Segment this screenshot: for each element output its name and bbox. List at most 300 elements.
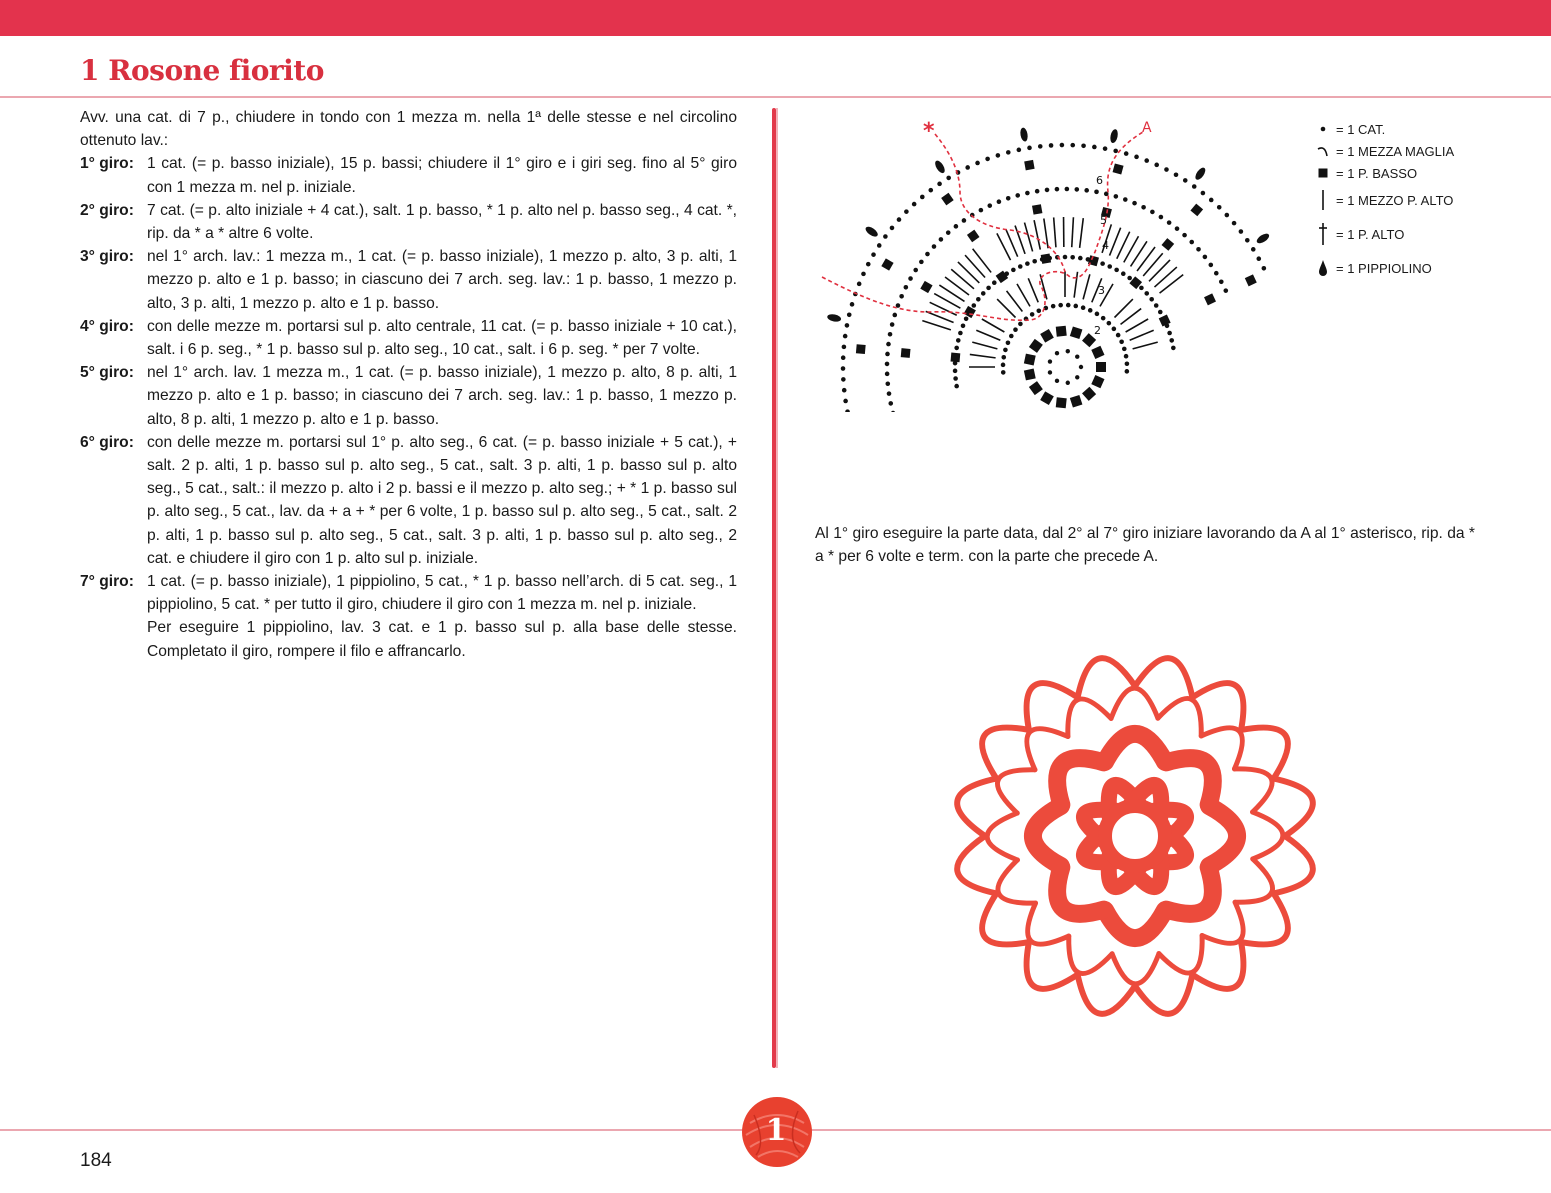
chart-chain-dot xyxy=(1036,309,1041,314)
chart-stitch-stick xyxy=(1154,267,1176,287)
chart-chain-dot xyxy=(1141,205,1146,210)
legend-label: = 1 P. ALTO xyxy=(1336,226,1405,242)
chart-chain-dot xyxy=(1114,268,1119,273)
chart-chain-dot xyxy=(1122,347,1127,352)
chart-stitch-stick xyxy=(1110,228,1121,256)
chart-chain-dot xyxy=(1094,190,1099,195)
chart-chain-dot xyxy=(841,377,846,382)
chart-chain-dot xyxy=(958,331,963,336)
legend-row xyxy=(1310,118,1454,140)
chart-chain-dot xyxy=(1182,233,1187,238)
chart-stitch-stick xyxy=(1028,278,1038,302)
chart-chain-dot xyxy=(886,342,891,347)
chart-chain-dot xyxy=(919,260,924,265)
chart-chain-dot xyxy=(976,297,981,302)
chart-chain-dot xyxy=(1256,256,1261,261)
chart-chain-dot xyxy=(1225,213,1230,218)
chart-stitch-stick xyxy=(982,319,1005,332)
instructions-column xyxy=(80,106,737,663)
round-text xyxy=(147,245,737,315)
chart-chain-dot xyxy=(1127,276,1132,281)
round-label: 2° giro: xyxy=(80,201,134,219)
chart-sc-square xyxy=(1091,346,1104,359)
chart-chain-dot xyxy=(1116,333,1121,338)
chart-chain-dot xyxy=(953,369,958,374)
intro-text: Avv. una cat. di 7 p., chiudere in tondo con 1 mezza m. nella 1ª delle stesse e nel circolino ottenuto lav.: xyxy=(80,109,737,150)
chart-chain-dot xyxy=(1103,146,1108,151)
chart-chain-dot xyxy=(965,165,970,170)
page-number: 184 xyxy=(80,1150,112,1171)
chart-sc-square xyxy=(1024,160,1034,170)
chart-stitch-stick xyxy=(926,311,954,322)
chart-chain-dot xyxy=(928,188,933,193)
chart-stitch-stick xyxy=(976,330,1000,340)
chart-chain-dot xyxy=(1066,349,1070,353)
round-text xyxy=(147,152,737,198)
chart-chain-dot xyxy=(1078,256,1083,261)
chart-chain-dot xyxy=(961,323,966,328)
chart-chain-dot xyxy=(1232,221,1237,226)
chart-chain-dot xyxy=(1006,150,1011,155)
rosette-outer-petal xyxy=(1209,806,1237,866)
bar-icon xyxy=(1310,184,1336,216)
round-paragraph: nel 1° arch. lav.: 1 mezza m., 1 cat. (= p. basso iniziale), 1 mezzo p. alto, 3 p. alti, 1 mezzo p. alto e 1 p. basso; in ciascuno dei 7 arch. seg. lav.: 1 p. basso, 1 mezzo p. alto, 3 p. alti, 1 mezzo p. alto e 1 p. basso. xyxy=(147,248,737,312)
chart-chain-dot xyxy=(1119,339,1124,344)
chart-chain-dot xyxy=(1223,288,1228,293)
round-text xyxy=(147,361,737,431)
chart-chain-dot xyxy=(1017,148,1022,153)
chart-chain-dot xyxy=(1112,327,1117,332)
chart-chain-dot xyxy=(1058,303,1063,308)
round-number-6: 6 xyxy=(1096,174,1103,187)
chart-chain-dot xyxy=(871,252,876,257)
chart-chain-dot xyxy=(1150,210,1155,215)
chart-chain-dot xyxy=(913,268,918,273)
chart-chain-dot xyxy=(946,176,951,181)
rosette-middle-loop xyxy=(1235,859,1272,902)
chart-chain-dot xyxy=(1013,327,1018,332)
legend-row xyxy=(1310,162,1454,184)
legend-label: = 1 PIPPIOLINO xyxy=(1336,260,1432,276)
chart-chain-dot xyxy=(956,338,961,343)
rosette-middle-loop xyxy=(1159,935,1202,973)
yarn-divider-shadow xyxy=(776,108,778,1068)
chart-picot xyxy=(827,411,842,412)
chart-chain-dot xyxy=(939,237,944,242)
chart-chain-dot xyxy=(1003,348,1008,353)
chart-sc-square xyxy=(1024,354,1036,366)
chart-chain-dot xyxy=(1074,187,1079,192)
chart-chain-dot xyxy=(1015,193,1020,198)
chart-chain-dot xyxy=(964,316,969,321)
chart-chain-dot xyxy=(841,355,846,360)
chart-chain-dot xyxy=(1100,261,1105,266)
chart-chain-dot xyxy=(1049,143,1054,148)
round-label: 3° giro: xyxy=(80,248,134,266)
chart-chain-dot xyxy=(1066,303,1071,308)
chart-sc-square xyxy=(1040,329,1054,343)
chart-chain-dot xyxy=(1081,143,1086,148)
rosette-middle-loop xyxy=(1158,698,1201,735)
chart-sc-square xyxy=(1082,387,1096,401)
chart-stitch-stick xyxy=(1133,342,1158,349)
chart-chain-dot xyxy=(1084,188,1089,193)
chart-chain-dot xyxy=(1001,370,1006,375)
chart-chain-dot xyxy=(841,366,846,371)
chart-chain-dot xyxy=(866,262,871,267)
round-number-3: 3 xyxy=(1098,284,1105,297)
chart-chain-dot xyxy=(1075,355,1079,359)
chart-stitch-stick xyxy=(1072,217,1074,247)
drop-icon xyxy=(1310,252,1336,284)
chart-chain-dot xyxy=(912,202,917,207)
chart-chain-dot xyxy=(1139,286,1144,291)
chart-chain-dot xyxy=(962,218,967,223)
chart-chain-dot xyxy=(843,399,848,404)
chart-chain-dot xyxy=(1018,264,1023,269)
chart-chain-dot xyxy=(979,208,984,213)
chart-chain-dot xyxy=(953,376,958,381)
round-label: 6° giro: xyxy=(80,433,134,451)
chart-chain-dot xyxy=(1081,305,1086,310)
chart-chain-dot xyxy=(842,388,847,393)
chart-chain-dot xyxy=(1201,191,1206,196)
round-number-5: 5 xyxy=(1100,214,1107,227)
chart-chain-dot xyxy=(1075,375,1079,379)
rosette-middle-loop xyxy=(1111,688,1158,718)
page-title: 1 Rosone fiorito xyxy=(80,54,324,87)
chart-chain-dot xyxy=(847,312,852,317)
crochet-diagram xyxy=(810,112,1280,412)
chart-chain-dot xyxy=(996,153,1001,158)
chart-chain-dot xyxy=(1051,304,1056,309)
chart-chain-dot xyxy=(1209,198,1214,203)
chart-chain-dot xyxy=(1006,196,1011,201)
round-paragraph: 7 cat. (= p. alto iniziale + 4 cat.), salt. 1 p. basso, * 1 p. alto nel p. basso seg., 4 cat. *, rip. da * a * altre 6 volte. xyxy=(147,201,737,243)
chart-chain-dot xyxy=(891,411,896,412)
chart-chain-dot xyxy=(946,230,951,235)
round-paragraph: 1 cat. (= p. basso iniziale), 15 p. bassi; chiudere il 1° giro e i giri seg. fino al 5° giro con 1 mezza m. nel p. iniziale. xyxy=(147,155,737,196)
chart-chain-dot xyxy=(857,282,862,287)
chart-stitch-stick xyxy=(997,233,1011,260)
title-rule xyxy=(0,96,1551,98)
rosette-outer-petal xyxy=(1033,806,1061,866)
chart-stitch-stick xyxy=(1149,260,1170,281)
chart-chain-dot xyxy=(1025,261,1030,266)
round-5 xyxy=(80,361,737,431)
chart-sc-square xyxy=(920,281,932,293)
chart-chain-dot xyxy=(1245,238,1250,243)
chart-chain-dot xyxy=(986,286,991,291)
round-paragraph: con delle mezze m. portarsi sul 1° p. alto seg., 6 cat. (= p. basso iniziale + 5 cat.), + salt. 2 p. alti, 1 p. basso sul p. alto seg., 5 cat., salt. 3 p. alti, 1 p. basso sul p. alto seg., 5 cat., salt.: il mezzo p. alto i 2 p. bassi e il mezzo p. alto seg.; + * 1 p. basso sul p. alto seg., 5 cat., lav. da + a + * per 6 volte, 1 p. basso sul p. alto seg., 5 cat., salt. 2 p. alti, 1 p. basso sul p. alto seg., 5 cat., salt. 3 p. alti, 1 p. basso sul p. alto seg., 2 cat. e chiudere il giro con 1 p. alto sul p. iniziale. xyxy=(147,433,737,567)
chart-chain-dot xyxy=(1192,184,1197,189)
chart-stitch-stick xyxy=(1080,218,1084,248)
chart-chain-dot xyxy=(1169,338,1174,343)
chart-stitch-stick xyxy=(1143,253,1163,276)
chart-chain-dot xyxy=(890,322,895,327)
chart-chain-dot xyxy=(1066,381,1070,385)
chart-chain-dot xyxy=(925,252,930,257)
chart-sc-square xyxy=(1070,395,1083,408)
round-text xyxy=(147,199,737,245)
chart-sc-square xyxy=(1096,362,1106,372)
rosette-middle-loop xyxy=(1068,699,1111,737)
cross-icon xyxy=(1310,216,1336,252)
chart-chain-dot xyxy=(981,291,986,296)
chart-chain-dot xyxy=(1217,205,1222,210)
chart-chain-dot xyxy=(1134,155,1139,160)
chart-chain-dot xyxy=(904,209,909,214)
chart-sc-square xyxy=(1040,391,1054,405)
chart-chain-dot xyxy=(1125,369,1130,374)
chart-chain-dot xyxy=(1121,271,1126,276)
dot-icon xyxy=(1310,118,1336,140)
chart-sc-square xyxy=(856,344,866,354)
chart-chain-dot xyxy=(899,294,904,299)
a-marker: A xyxy=(1142,120,1152,136)
chart-chain-dot xyxy=(1092,145,1097,150)
chart-stitch-stick xyxy=(1160,275,1184,293)
rosette-center-hole xyxy=(1123,824,1147,848)
chart-chain-dot xyxy=(1144,158,1149,163)
chart-stitch-stick xyxy=(951,269,974,289)
chart-stitch-stick xyxy=(1006,229,1018,257)
round-number-2: 2 xyxy=(1094,324,1101,337)
chart-chain-dot xyxy=(985,157,990,162)
round-extra-paragraph: Per eseguire 1 pippiolino, lav. 3 cat. e 1 p. basso sul p. alla base delle stesse. Completato il giro, rompere il filo e affrancarlo. xyxy=(147,619,737,660)
chart-chain-dot xyxy=(1009,334,1014,339)
chart-chain-dot xyxy=(1124,354,1129,359)
rosette-middle-loop xyxy=(1069,936,1112,973)
chart-chain-dot xyxy=(1164,167,1169,172)
chart-chain-dot xyxy=(1045,188,1050,193)
chart-chain-dot xyxy=(1209,263,1214,268)
chart-chain-dot xyxy=(1070,143,1075,148)
chart-chain-dot xyxy=(842,345,847,350)
chart-chain-dot xyxy=(1144,291,1149,296)
rosette-middle-loop xyxy=(1234,769,1272,812)
chart-chain-dot xyxy=(1095,312,1100,317)
chart-chain-dot xyxy=(1001,355,1006,360)
chart-chain-dot xyxy=(877,243,882,248)
chart-chain-dot xyxy=(1107,264,1112,269)
round-paragraph: 1 cat. (= p. basso iniziale), 1 pippiolino, 5 cat., * 1 p. basso nell’arch. di 5 cat. seg., 1 pippiolino, 5 cat. * per tutto il giro, chiudere il giro con 1 mezza m. nel p. iniziale. xyxy=(147,573,737,614)
chart-chain-dot xyxy=(1183,178,1188,183)
chart-chain-dot xyxy=(997,199,1002,204)
chart-chain-dot xyxy=(1214,271,1219,276)
chart-chain-dot xyxy=(1001,363,1006,368)
legend-row xyxy=(1310,140,1454,162)
chart-chain-dot xyxy=(1158,310,1163,315)
diagram-note: Al 1° giro eseguire la parte data, dal 2° al 7° giro iniziare lavorando da A al 1° asterisco, rip. da * a * per 6 volte e term. con la parte che precede A. xyxy=(815,525,1475,566)
chart-chain-dot xyxy=(1149,297,1154,302)
chart-chain-dot xyxy=(1038,144,1043,149)
chart-chain-dot xyxy=(885,362,890,367)
rosette-middle-loop xyxy=(998,860,1036,903)
chart-chain-dot xyxy=(850,302,855,307)
chart-stitch-stick xyxy=(973,249,991,273)
chart-chain-dot xyxy=(892,313,897,318)
chart-chain-dot xyxy=(1114,194,1119,199)
chart-chain-dot xyxy=(1060,143,1065,148)
round-paragraph: nel 1° arch. lav. 1 mezza m., 1 cat. (= p. basso iniziale), 1 mezzo p. alto, 8 p. alti, 1 mezzo p. alto e 1 p. basso; in ciascuno dei 7 arch. seg. lav.: 1 p. basso, 1 mezzo p. alto, 8 p. alti, 1 mezzo p. alto e 1 p. basso. xyxy=(147,364,737,428)
chart-stitch-stick xyxy=(965,255,985,277)
chart-chain-dot xyxy=(992,280,997,285)
round-text xyxy=(147,570,737,663)
chart-sc-square xyxy=(941,193,954,206)
chart-stitch-stick xyxy=(1083,274,1090,299)
chart-chain-dot xyxy=(1048,370,1052,374)
chart-chain-dot xyxy=(1088,308,1093,313)
chart-chain-dot xyxy=(1035,189,1040,194)
round-7 xyxy=(80,570,737,663)
chart-sc-square xyxy=(1024,369,1036,381)
chart-stitch-stick xyxy=(958,262,979,283)
chart-sc-square xyxy=(1190,204,1203,217)
chart-chain-dot xyxy=(1055,187,1060,192)
chart-sc-square xyxy=(951,353,961,363)
rosette-middle-loop xyxy=(987,813,1017,860)
round-label: 7° giro: xyxy=(80,573,134,591)
round-6 xyxy=(80,431,737,570)
chart-chain-dot xyxy=(1006,340,1011,345)
chart-stitch-stick xyxy=(970,354,996,357)
round-4 xyxy=(80,315,737,361)
chart-chain-dot xyxy=(1011,268,1016,273)
round-number-4: 4 xyxy=(1102,239,1109,252)
chart-stitch-stick xyxy=(1034,220,1040,249)
chart-chain-dot xyxy=(1124,151,1129,156)
chart-chain-dot xyxy=(845,409,850,412)
chart-chain-dot xyxy=(1055,351,1059,355)
chart-sc-square xyxy=(1029,339,1043,353)
chart-stitch-stick xyxy=(1137,247,1155,271)
chart-chain-dot xyxy=(904,285,909,290)
chart-chain-dot xyxy=(1262,266,1267,271)
chart-stitch-stick xyxy=(1015,226,1025,254)
chart-picot xyxy=(1109,129,1119,144)
chart-picot xyxy=(864,225,879,239)
chart-chain-dot xyxy=(1113,149,1118,154)
square-icon xyxy=(1310,162,1336,184)
chart-sc-square xyxy=(1091,375,1104,388)
round-label: 4° giro: xyxy=(80,317,134,335)
chart-sc-square xyxy=(1056,397,1067,408)
rosette-photo xyxy=(912,616,1358,1056)
chart-chain-dot xyxy=(1154,163,1159,168)
rosette-outer-petal xyxy=(1105,910,1165,938)
chart-chain-dot xyxy=(975,161,980,166)
chart-chain-dot xyxy=(890,226,895,231)
chart-chain-dot xyxy=(1025,191,1030,196)
chart-sc-square xyxy=(881,258,893,270)
chart-chain-dot xyxy=(1070,255,1075,260)
chart-stitch-stick xyxy=(945,277,969,295)
chart-stitch-stick xyxy=(1054,217,1056,247)
chart-chain-dot xyxy=(1125,361,1130,366)
chart-stitch-stick xyxy=(1074,272,1077,298)
rosette-middle-loop xyxy=(997,770,1034,813)
chart-chain-dot xyxy=(1175,226,1180,231)
chart-chain-dot xyxy=(1167,331,1172,336)
chart-sc-square xyxy=(1032,204,1042,214)
chart-chain-dot xyxy=(861,272,866,277)
chart-chain-dot xyxy=(937,182,942,187)
chart-chain-dot xyxy=(954,346,959,351)
chart-chain-dot xyxy=(845,323,850,328)
chart-chain-dot xyxy=(883,234,888,239)
chart-stitch-stick xyxy=(1126,319,1149,332)
chart-chain-dot xyxy=(1123,197,1128,202)
chart-sc-square xyxy=(1041,253,1051,263)
round-text xyxy=(147,315,737,361)
chart-chain-dot xyxy=(1251,247,1256,252)
chart-sc-square xyxy=(901,348,911,358)
chart-chain-dot xyxy=(954,224,959,229)
chart-chain-dot xyxy=(885,352,890,357)
round-label: 1° giro: xyxy=(80,155,134,173)
legend-label: = 1 P. BASSO xyxy=(1336,165,1418,181)
chart-chain-dot xyxy=(1203,255,1208,260)
chart-sc-square xyxy=(1204,293,1216,305)
chart-chain-dot xyxy=(972,303,977,308)
chart-chain-dot xyxy=(1174,172,1179,177)
chart-chain-dot xyxy=(908,276,913,281)
legend-label: = 1 CAT. xyxy=(1336,121,1386,137)
legend-row xyxy=(1310,216,1454,252)
chart-chain-dot xyxy=(1032,259,1037,264)
round-paragraph: con delle mezze m. portarsi sul p. alto centrale, 11 cat. (= p. basso iniziale + 10 cat.), salt. i 6 p. seg., * 1 p. basso sul p. alto seg., 10 cat., salt. i 6 p. seg. * per 7 volte. xyxy=(147,317,737,359)
chart-chain-dot xyxy=(1079,365,1083,369)
arc-icon xyxy=(1310,140,1336,162)
chart-stitch-stick xyxy=(1121,309,1142,325)
chart-sc-square xyxy=(967,230,980,243)
chart-stitch-stick xyxy=(1130,330,1154,340)
legend-label: = 1 MEZZO P. ALTO xyxy=(1336,192,1454,208)
legend-row xyxy=(1310,184,1454,216)
chart-chain-dot xyxy=(1030,312,1035,317)
chart-chain-dot xyxy=(1063,255,1068,260)
chart-chain-dot xyxy=(888,332,893,337)
chart-chain-dot xyxy=(932,244,937,249)
round-label: 5° giro: xyxy=(80,364,134,382)
legend-row xyxy=(1310,252,1454,284)
chart-chain-dot xyxy=(1018,322,1023,327)
chart-sc-square xyxy=(1056,326,1067,337)
chart-sc-square xyxy=(1070,326,1083,339)
chart-chain-dot xyxy=(954,384,959,389)
chart-chain-dot xyxy=(1154,303,1159,308)
chart-chain-dot xyxy=(1101,316,1106,321)
round-3 xyxy=(80,245,737,315)
chart-chain-dot xyxy=(1167,220,1172,225)
chart-sc-square xyxy=(1029,381,1043,395)
rosette-outer-petal xyxy=(1105,734,1165,762)
chart-stitch-stick xyxy=(1114,299,1132,317)
chart-chain-dot xyxy=(843,334,848,339)
chart-chain-dot xyxy=(1027,146,1032,151)
round-2 xyxy=(80,199,737,245)
chart-picot xyxy=(1255,232,1271,245)
chart-chain-dot xyxy=(1219,279,1224,284)
chart-stitch-stick xyxy=(1024,223,1032,252)
chart-chain-dot xyxy=(885,372,890,377)
chart-chain-dot xyxy=(1065,187,1070,192)
chart-chain-dot xyxy=(1132,201,1137,206)
chart-chain-dot xyxy=(1239,229,1244,234)
rosette-middle-loop xyxy=(1253,812,1283,859)
chart-picot xyxy=(1193,166,1207,181)
